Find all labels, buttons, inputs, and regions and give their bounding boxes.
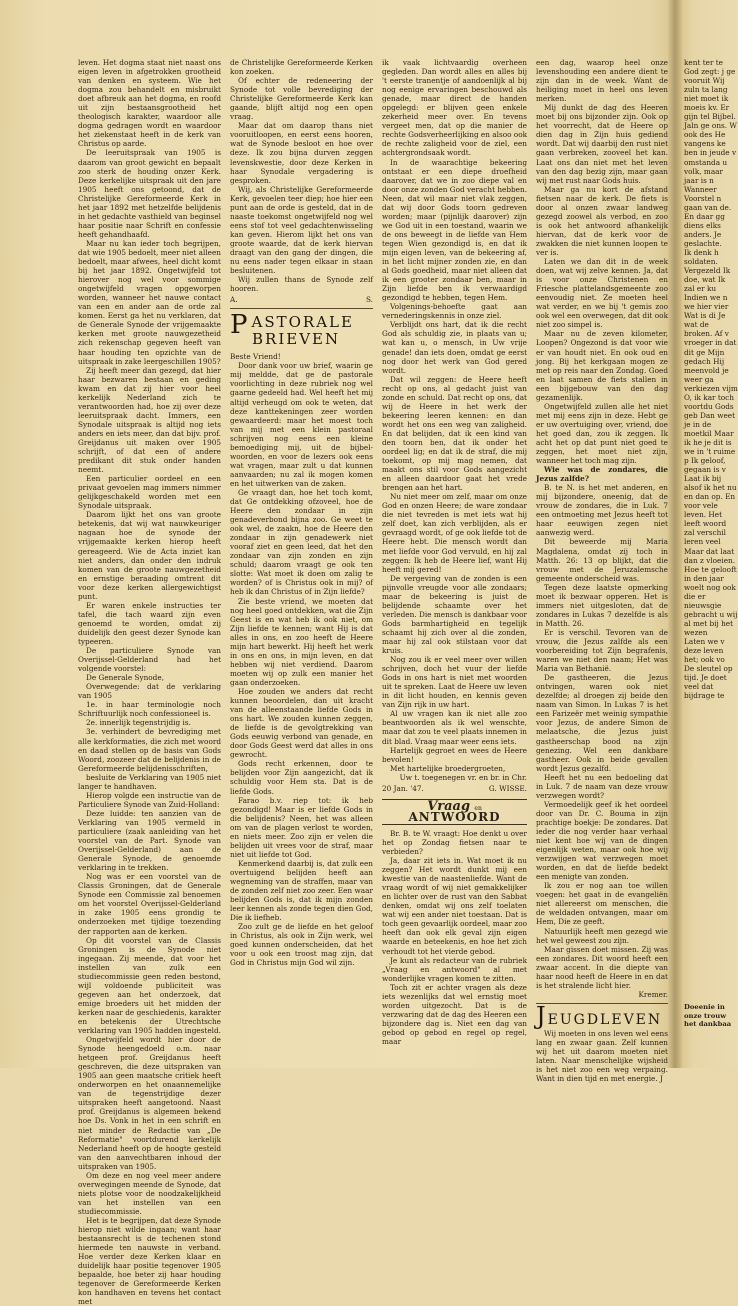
paragraph: Zoo zult ge de liefde en het geloof in Christus, als ook in Zijn werk, wel goed kunnen onderscheiden, dat het voor u ook een troost mag zijn, dat God in Christus mijn God wil zijn. bbox=[230, 922, 373, 968]
section-heading-vraag-antwoord bbox=[382, 799, 527, 825]
author-name: Kremer. bbox=[638, 989, 668, 999]
paragraph: een dag, waarop heel onze levenshouding een andere dient te zijn dan in de week. Want de heiliging moet in heel ons leven merken. bbox=[536, 58, 668, 104]
paragraph: Natuurlijk heeft men gezegd wie het wel geweest zou zijn. bbox=[536, 926, 668, 945]
letter-date: 20 Jan. '47. bbox=[382, 783, 424, 793]
paragraph: Zij heeft meer dan gezegd, dat hier haar bezwaren bestaan en geding kwam en dat zij hier voor heel kerkelijk Nederland zich te verantwoorden had, hoe zij over deze leeruitspraak dacht. Immers, een Synodale uitspraak is altijd nog iets anders en iets meer, dan dat bijv. prof. Greijdanus uit maken over 1905 schrijft, of dat een of andere predikant dit stuk onder handen neemt. bbox=[78, 365, 221, 475]
paragraph: Ongetwijfeld zullen alle het niet met mij eens zijn in deze. Hebt ge er uw overtuiging over, vriend, doe het goed dan, zou ik zeggen. Ik acht het op dat punt niet goed te zeggen, het moet niet zijn, wanneer het toch mag zijn. bbox=[536, 401, 668, 466]
paragraph: Of echter de redeneering der Synode tot volle bevrediging der Christelijke Gereformeerde Kerk kan gaande, blijft altijd nog een open vraag. bbox=[230, 76, 373, 122]
paragraph: B. te N. is het met anderen, en mij bijzondere, oneenig, dat de vrouw de zondares, die in Luk. 7 een ontmoeting met Jezus heeft tot haar eeuwigen zegen niet aanwezig werd. bbox=[536, 483, 668, 538]
paragraph: Om deze en nog veel meer andere overwegingen meende de Synode, dat niets plotse voor de noodzakelijkheid van het instellen van een studiecommissie. bbox=[78, 1170, 221, 1216]
paragraph: Wij, als Christelijke Gereformeerde Kerk, gevoelen teer diep; hoe hier een punt aan de orde is gesteld, dat in de naaste toekomst ongetwijfeld nog wel eens stof tot veel gedachtenwisseling kan geven. Hierom lijkt het ons van groote waarde, dat de kerk hiervan draagt van den gang der dingen, die nu eens nader tegen elkaar in staan besluitenen. bbox=[230, 184, 373, 276]
paragraph: Ge vraagt dan, hoe het toch komt, dat Ge ontdekking ofzoveel, hoe de Heere den zondaar in zijn genadeverbond bijna zoo. Ge weet te ook wel, de zaakn, hoe de Heere den zondaar in zijn genadewerk niet vooraf ziet en geen leed, dat het den zondaar van zijn zonden en zijn schuld; daarom vraagt ge ook ten slotte: Wat moet ik doen om zalig te worden? of is Christus ook in mij? of heb ik dan Christus of in Zijn liefde? bbox=[230, 487, 373, 597]
paragraph: Hartelijk gegroet en wees de Heere bevolen! bbox=[382, 745, 527, 764]
divider bbox=[230, 308, 373, 309]
section-heading-jeugdleven bbox=[536, 1001, 668, 1030]
heading-word: Vraag bbox=[427, 798, 471, 814]
paragraph: de Christelijke Gereformeerde Kerken kon zoeken. bbox=[230, 58, 373, 77]
heading-line: ASTORALE bbox=[251, 313, 354, 332]
heading-line: EUGDLEVEN bbox=[547, 1011, 663, 1028]
drop-cap: J bbox=[536, 1001, 548, 1030]
paragraph: Nu niet meer om zelf, maar om onze God en onzen Heere; de ware zondaar die niet tevreden is met iets wat hij zelf doet, kan zich verblijden, als er gevraagd wordt, of ge ook liefde tot de Heere hebt. Die mensch wordt dan met liefde voor God vervuld, en hij zal zeggen: Ik heb de Heere lief, want Hij heeft mij gered! bbox=[382, 492, 527, 574]
paragraph: Er waren enkele instructies ter tafel, die tach waard zijn even genoemd te worden, omdat zij duidelijk den geest dezer Synode kan typeeren. bbox=[78, 600, 221, 646]
paragraph: Op dit voorstel van de Classis Groningen is de Synode niet ingegaan. Zij meende, dat voor het instellen van zulk een studiecommissie geen reden bestond, wijl voldoende publiciteit was gegeven aan het onderzoek, dat emige broeders uit het midden der kerken naar de geschiedenis, karakter en betekenis der Utrechtsche verklaring van 1905 hadden ingesteld. bbox=[78, 935, 221, 1036]
heading-line: BRIEVEN bbox=[252, 330, 341, 349]
heading-word: en bbox=[474, 804, 482, 812]
paragraph: Door dank voor uw brief, waarin ge mij meldde, dat ge de pastorale voorlichting in deze rubriek nog wel gaarne gedeeld had. Wel heeft het mij altijd verheugd om ook te weten, dat deze kanttekeningen zeer worden gewaardeerd: maar het moest toch van mij met een klein pastoraal schrijven nog eens een kleine bemoediging mij, uit de bijbel-woorden, en voor de lezers ook eens wat vragen, maar zult u dat kunnen aanvaarden; nu zal ik mogen komen en het uitwerken van de zaken. bbox=[230, 361, 373, 488]
paragraph: Dit beweerde mij Maria Magdalena, omdat zij toch in Matth. 26: 13 op blijkt, dat die vrouw met de Jeruzalemsche gemeente onderscheid was. bbox=[536, 537, 668, 583]
column-1 bbox=[78, 58, 221, 1306]
column-3 bbox=[382, 58, 527, 1053]
paragraph: Volgenings-behoefte gaat aan vernederingskennis in onze ziel. bbox=[382, 302, 527, 321]
paragraph: besluite de Verklaring van 1905 niet langer te handhaven. bbox=[78, 772, 221, 791]
paragraph: Toch zit er achter vragen als deze iets wezenlijks dat wel ernstig moet worden uitgezocht. Dat is de verzwaring dat de dag des Heeren een bijzondere dag is. Niet een dag van gebod op gebod en regel op regel, maar bbox=[382, 982, 527, 1046]
paragraph: Zie beste vriend, we moeten dat nog heel goed ontdekken, wat die Zijn Geest is en wat heb ik ook niet, om Zijn liefde te kennen; want Hij is dat alles in ons, en zoo heeft de Heere mijn hart bewerkt. Hij heeft het werk in ons en ons, in mijn leven, en dat hebben wij niet verdiend. Daarom moeten wij op zulk een manier het gaan onderzoeken. bbox=[230, 596, 373, 687]
paragraph: Br. B. te W. vraagt: Hoe denkt u over het op Zondag fietsen naar te verbieden? bbox=[382, 828, 527, 856]
boxed-note: Doeenie in onze trouw het dankbaa bbox=[684, 1003, 732, 1028]
paragraph: ik vaak lichtvaardig overheen gegleden. Dan wordt alles en alles bij 't eerste tranentje of aandoenlijk al bij nog eenige ervaringen beschouwd als genade, maar direct de handen opgelegd: er blijven geen enkele zekerheid meer over. En tevens vergeet men, dat op die manier de rechte Godsverheerlijking en alsoo ook de rechte zaligheid voor de ziel, een achtergrondsaak wordt. bbox=[382, 58, 528, 158]
paragraph: Gods recht erkennen, door te belijden voor Zijn aangezicht, dat ik schuldig voor Hem sta. Dat is de liefde Gods. bbox=[230, 759, 373, 796]
paragraph: Vermoedelijk geef ik het oordeel door van Dr. C. Bouma in zijn prachtige boekje: De zondares. Dat ieder die nog verder haar verhaal niet kent hoe wij van de dingen eigenlijk weten, maar ook hoe wij verzwijgen wat verzwegen moet worden, en dat de liefde bedekt een menigte van zonden. bbox=[536, 799, 668, 882]
paragraph: Maar dat laat dan z vloeien. Hoe te gelooft in den jaar woelt nog ook die er nieuwsgie gebracht u wij al met bij het wezen bbox=[684, 546, 738, 637]
paragraph: Maar nu de zeven kilometer, Loopen? Ongezond is dat voor wie er van houdt niet. En ook oud en jong. Bij het kerkgaan mogen ze met op reis naar den Zondag. Goed en laat samen de fiets stallen in een bijgebouw van den dag gezamenlijk. bbox=[536, 329, 668, 402]
signature bbox=[230, 295, 373, 304]
paragraph: Het is te begrijpen, dat deze Synode hierop niet wilde ingaan; want haar bestaansrecht is de techenen stond hiermede ten nauwste in verband. Hoe verder deze Kerken klaar en duidelijk haar positie tegenover 1905 bepaalde, hoe beter zij haar houding tegenover de Gereformeerde Kerken kon handhaven en tevens het contact met bbox=[78, 1216, 221, 1306]
salutation: Beste Vriend! bbox=[230, 352, 281, 362]
paragraph: Ik denk h soldaten. Vergezeld Ik doe, wat Ik zal er ku Indien we n we hier vier bbox=[684, 247, 731, 312]
column-2 bbox=[230, 58, 373, 1053]
paragraph: Ik zou er nog aan toe willen voegen: het gaat in de evangeliën niet allereerst om menschen, die de weldaden ontvangen, maar om Hem, Die ze geeft. bbox=[536, 881, 668, 927]
paragraph: Je kunt als redacteur van de rubriek „Vraag en antwoord" al met wonderlijke vragen komen te zitten. bbox=[382, 955, 527, 983]
paragraph: Overwegende: dat de verklaring van 1905 bbox=[78, 682, 221, 701]
column-5-clipped bbox=[684, 58, 738, 1053]
paragraph: Nog zou ik er veel meer over willen schrijven, doch het vuur der liefde Gods in ons hart is niet met woorden uit te spreken. Laat de Heere uw leven in dit licht houden, en kennis geven van Zijn rijk in uw hart. bbox=[382, 655, 527, 710]
paragraph: De gastheeren, die Jezus ontvingen, waren ook niet dezelfde; al droegen zij beide den naam van Simon. In Lukas 7 is het een Farizeër met weinig sympathie voor Jezus, de andere Simon de melaatsche, die Jezus juist gastheerschap bood na zijn genezing. Wel een dankbare gastheer. Ook in beide gevallen wordt Jezus gezalfd. bbox=[536, 673, 668, 773]
paragraph: Maar dat om daarop thans niet vooruitloopen, en eerst eens hooren, wat de Synode besloot en hoe over deze. Ik zou bijna durven zeggen levenskwestie, door deze Kerken in haar Synodale vergadering is gesproken. bbox=[230, 121, 373, 185]
paragraph: Hoe zouden we anders dat recht kunnen beoordelen, dan uit kracht van de alleenstaande liefde Gods in ons hart. We zouden kunnen zeggen, de liefde is de gevolgtrekking van Gods eeuwig verbond van genade, en door Gods Geest werd dat alles in ons gewrocht. bbox=[230, 687, 373, 760]
paragraph: Laten we v deze leven het; ook vo bbox=[684, 637, 725, 665]
paragraph: Wij zullen thans de Synode zelf hooren. bbox=[230, 275, 373, 294]
paragraph: De particuliere Synode van Overijssel-Gelderland had het volgende voorstel: bbox=[78, 646, 221, 674]
paragraph: Maar gissen doet missen. Zij was een zondares. Dit woord heeft een zwaar accent. In die diepte van haar nood heeft de Heere in en dat is het stralende licht hier. bbox=[536, 944, 668, 990]
paragraph: Tegen deze laatste opmerking moet ik bezwaar opperen. Het is immers niet uitgesloten, dat de zondares in Lukas 7 dezelfde is als in Matth. 26. bbox=[536, 582, 668, 628]
paragraph: De leeruitspraak van 1905 is daarom van groot gewicht en bepaalt zoo sterk de houding onzer Kerk. Deze kerkelijke uitspraak uit den jare 1905 heeft ons getoond, dat de Christelijke Gereformeerde Kerk in het jaar 1892 met hetzelfde belijdenis in het gedachte vasthield van beginsel haar positie naar Schrift en confessie heeft gehandhaafd. bbox=[78, 148, 221, 239]
paragraph: leven. Het dogma staat niet naast ons eigen leven in afgetrokken grootheid van denken en systeem. Wie het dogma zou behandelt en misbruikt doet afbreuk aan het dogma, en roofd uit zijn bestaansgrootheid het theologisch karakter, waardoor alle dogma gedragen wordt en waardoor het ziekenstaat heeft in de kerk van Christus op aarde. bbox=[78, 58, 221, 149]
paragraph: Dat wil zeggen: de Heere heeft recht op ons, al gedacht juist van zonde en schuld. Dat recht op ons, dat wij de Heere in het werk der bekeering leeren kennen: en dan wordt het ons een weg van zaligheid. En dat belijden, dat ik een kind van den toorn ben, dat ik onder het oordeel lig; en dat ik de straf, die mij toekomt, op mij mag nemen, dat maakt ons stil voor Gods aangezicht en alleen daardoor gaat het vrede brengen aan het hart. bbox=[382, 374, 527, 493]
question-heading: Wie was de zondares, die Jezus zalfde? bbox=[536, 465, 668, 484]
paragraph: Ja, daar zit iets in. Wat moet ik nu zeggen? Het wordt dunkt mij een kwestie van de naastenliefde. Want de vraag wordt of wij niet gemakkelijker en lichter over de rust van den Sabbat denken, omdat wij ons zelf toelaten wat wij een ander niet toestaan. Dat is toch geen gevaarlijk oordeel, maar zoo heeft dan ook elk geval zijn eigen waarde en beteekenis, en hoe het zich verhoudt tot het vierde gebod. bbox=[382, 856, 527, 956]
paragraph: Mij dunkt de dag des Heeren moet bij ons bijzonder zijn. Ook op het voorrecht, dat de Heere op dien dag in Zijn huis gediend wordt. Dat wij daarbij den rust niet gaan verbreken, zooveel het kan. Laat ons dan niet met het leven van den dag bezig zijn, maar gaan wij met rust naar Gods huis. bbox=[536, 103, 668, 185]
paragraph: 2e. innerlijk tegenstrijdig is. bbox=[86, 718, 191, 728]
paragraph: 3e. verhindert de bevrediging met alle kerkformaties, die zich met woord en daad stellen op de basis van Gods Woord, zoozeer dat de belijdenis in de Gereformeerde belijdenisschriften, bbox=[78, 727, 221, 773]
paragraph: Verblijdt ons hart, dat ik die recht God als schuldig zie, in plaats van u; wat kan u, o mensch, in Uw vrije genade! dan iets doen, omdat ge eerst nog door het werk van God gered wordt. bbox=[382, 320, 527, 375]
paragraph: De vergeving van de zonden is een pijnvolle vreugde voor alle zondaars; maar de bekeering is juist de belijdende schaamte over het verleden. Die mensch is dankbaar voor Gods barmhartigheid en tegelijk schaamt hij zich over al die zonden, maar hij zal ook stilstaan voor dat kruis. bbox=[382, 573, 527, 656]
paragraph: Daarom lijkt het ons van groote betekenis, dat wij wat nauwkeuriger nagaan hoe de synode der vrijgemaakte kerken hierop heeft gereageerd. Wie de Acta inziet kan niet anders, dan onder den indruk komen van de groote nauwgezetheid en ernstige beraading omtrent dit voor deze kerken allergewichtigst punt. bbox=[78, 510, 221, 601]
author-name: G. WISSE. bbox=[488, 783, 527, 793]
paragraph: O, ik kar toch voortdu Gods geb Dan weet je in de moetkil Maar ik he je dit is we in 't ruime p Ik geloof, gegaan is v Laat ik bij alsof ik het nu en dan op. En voor vele leven. Het leeft woord zal verschil leren veel bbox=[684, 392, 737, 547]
closing-line: Uw t. toegenegen vr. en br. in Chr. bbox=[399, 772, 527, 782]
heading-word: ANTWOORD bbox=[408, 809, 501, 824]
paragraph: Ongetwijfeld wordt hier door de Synode heengedoeld o.m. naar hetgeen prof. Greijdanus heeft geschreven, die deze uitspraken van 1905 aan geen maatsche critiek heeft onderworpen en het onaannemelijke van de tegenstrijdige dezer uitspraken heeft aangetoond. Naast prof. Greijdanus is algemeen bekend hoe Ds. Vonk in het in een schrift en niet minder de Redactie van „De Reformatie" voortdurend kerkelijk Nederland heeft op de hoogte gesteld van den aanvechtbaren inhoud der uitspraken van 1905. bbox=[78, 1035, 221, 1171]
paragraph: kent ter te God zegt: j ge vooruit Wij zuln ta lang niet moet ik moeis kv. Er gijn tel Bijbel. Jaln ge ons. W ook des He vangens ke ben in jeude v omstanda u volk, maar jaar is n Wanneer Voorstel n gaan van de. En daar gg diens elks anders. Je geslachte. bbox=[684, 58, 737, 248]
paragraph: Deze luidde: ten aanzien van de Verklaring van 1905 vermeld in particuliere (zaak aanleiding van het voorstel van de Part. Synode van Overijssel-Gelderland) aan de Generale Synode, de genoemde verklaring in te trekken. bbox=[78, 808, 221, 873]
paragraph: Met hartelijke broedergroeten, bbox=[390, 763, 506, 773]
paragraph: Nog was er een voorstel van de Classis Groningen, dat de Generale Synode een Commissie zal benoemen om het voorstel Overijssel-Gelderland in zake 1905 eens grondig te onderzoeken met tijdige toezending der rapporten aan de kerken. bbox=[78, 872, 221, 936]
paragraph: Wat is di Je wat de broken. Af v vroeger in dat dit ge Mijn gedach Hij meenvold je weer ga verkiezen vijm bbox=[684, 311, 738, 393]
signature-right: S. bbox=[365, 295, 373, 305]
paragraph: Laten we dan dit in de week doen, wat wij zelve kennen. Ja, dat is voor onze Christenen en Friesche plattelandsgemeente zoo eenvoudig niet. Ze moeten heel wat verder, en we bij 't gemis zoo ook wel een overwegen, dat dit ook niet zoo simpel is. bbox=[536, 257, 668, 330]
paragraph: Farao b.v. riep tot: ik heb gezondigd! Maar is er liefde Gods in die belijdenis? Neen, het was alleen om van de plagen verlost te worden, en niets meer. Zoo zijn er velen die belijden uit vrees voor de straf, maar niet uit liefde tot God. bbox=[230, 795, 373, 859]
paragraph: In de waarachtige bekeering ontstaat er een diepe droefheid daarover, dat we in zoo diepe val en door onze zonden God veracht hebben. Neen, dat wil maar niet vlak zeggen, dat wij door Gods toorn gedreven worden; maar (pijnlijk daarover) zijn we God uit in een toestand, waarin we de ons beweegt in de liefde van Hem tegen Wien gezondigd is, en dat ik mijn eigen leven, van de bekeering af, in het licht mijner zonden zie, en dan al Gods goedheid, maar niet alleen dat ik een grooter zondaar ben, maar in Zijn liefde ben ik verwaardigd gezondigd te hebben, tegen Hem. bbox=[382, 157, 528, 303]
paragraph: Al uw vragen kan ik niet alle zoo beantwoorden als ik wel wenschte, maar dat zou te veel plaats innemen in dit blad. Vraag maar weer eens iets. bbox=[382, 709, 527, 746]
signature-left: A. bbox=[230, 295, 238, 305]
paragraph: Heeft het nu een bedoeling dat in Luk. 7 de naam van deze vrouw verzwegen wordt? bbox=[536, 772, 668, 800]
section-heading-pastorale bbox=[230, 310, 373, 349]
paragraph: Kenmerkend daarbij is, dat zulk een overtuigend belijden heeft aan wegneming van de straffen, maar van de zonden zelf niet zoo zeer. Een waar belijden Gods is, dat ik mijn zonden leer kennen als zonde tegen dien God, Die ik liefheb. bbox=[230, 858, 373, 923]
column-4 bbox=[536, 58, 668, 1084]
paragraph: De Generale Synode, bbox=[86, 673, 164, 683]
paragraph: De sleutel op tijd. Je doet veel dat bijdrage te bbox=[684, 664, 733, 701]
page-fold bbox=[668, 0, 682, 1068]
signature bbox=[382, 784, 527, 793]
divider bbox=[536, 1003, 668, 1004]
paragraph: Er is verschil. Tevoren van de vrouw, die Jezus zalfde als een voorbereiding tot Zijn begrafenis, waren we niet den naam; Het was Maria van Bethanië. bbox=[536, 627, 668, 674]
paragraph: Wij moeten in ons leven wel eens lang en zwaar gaan. Zelf kunnen wij het uit daarom moeten niet laten. Naar menschelijke wijsheid is het niet zoo een weg verpaing. Want in dien tijd en met energie. J bbox=[536, 1028, 668, 1084]
paragraph: Maar ga nu kort de afstand fietsen naar de kerk. De fiets is door al onzen zwaar landweg gezegd zoowel als verbod, en zoo is ook het antwoord afhankelijk hiervan, dat de kerk voor de zwakken die niet kunnen loopen te ver is. bbox=[536, 184, 668, 257]
paragraph: Maar nu kan ieder toch begrijpen, dat wie 1905 bedoelt, meer niet alleen bedoelt, maar afwees, heel dicht komt bij het jaar 1892. Ongetwijfeld tot hierover nog wel voor sommige ongetwijfeld vragen opgeworpen worden, wanneer het nauwe contact van een en ander aan de orde zal komen. Eerst ga het nu verklaren, dat de Generale Synode der vrijgemaakte kerken met groote nauwgezetheid zich rekenschap gegeven heeft van haar houding ten opzichte van de uitspraak in zake leergeschillen 1905? bbox=[78, 238, 221, 366]
paragraph: Een particulier oordeel en een privaat gevoelen mag immers nimmer gelijkgeschakeld worden met een Synodale uitspraak. bbox=[78, 474, 221, 511]
paragraph: 1e. in haar terminologie noch Schriftuurlijk noch confessioneel is. bbox=[78, 700, 221, 719]
drop-cap: P bbox=[230, 310, 250, 341]
paragraph: Hierop volgde een instructie van de Particuliere Synode van Zuid-Holland: bbox=[78, 790, 221, 809]
